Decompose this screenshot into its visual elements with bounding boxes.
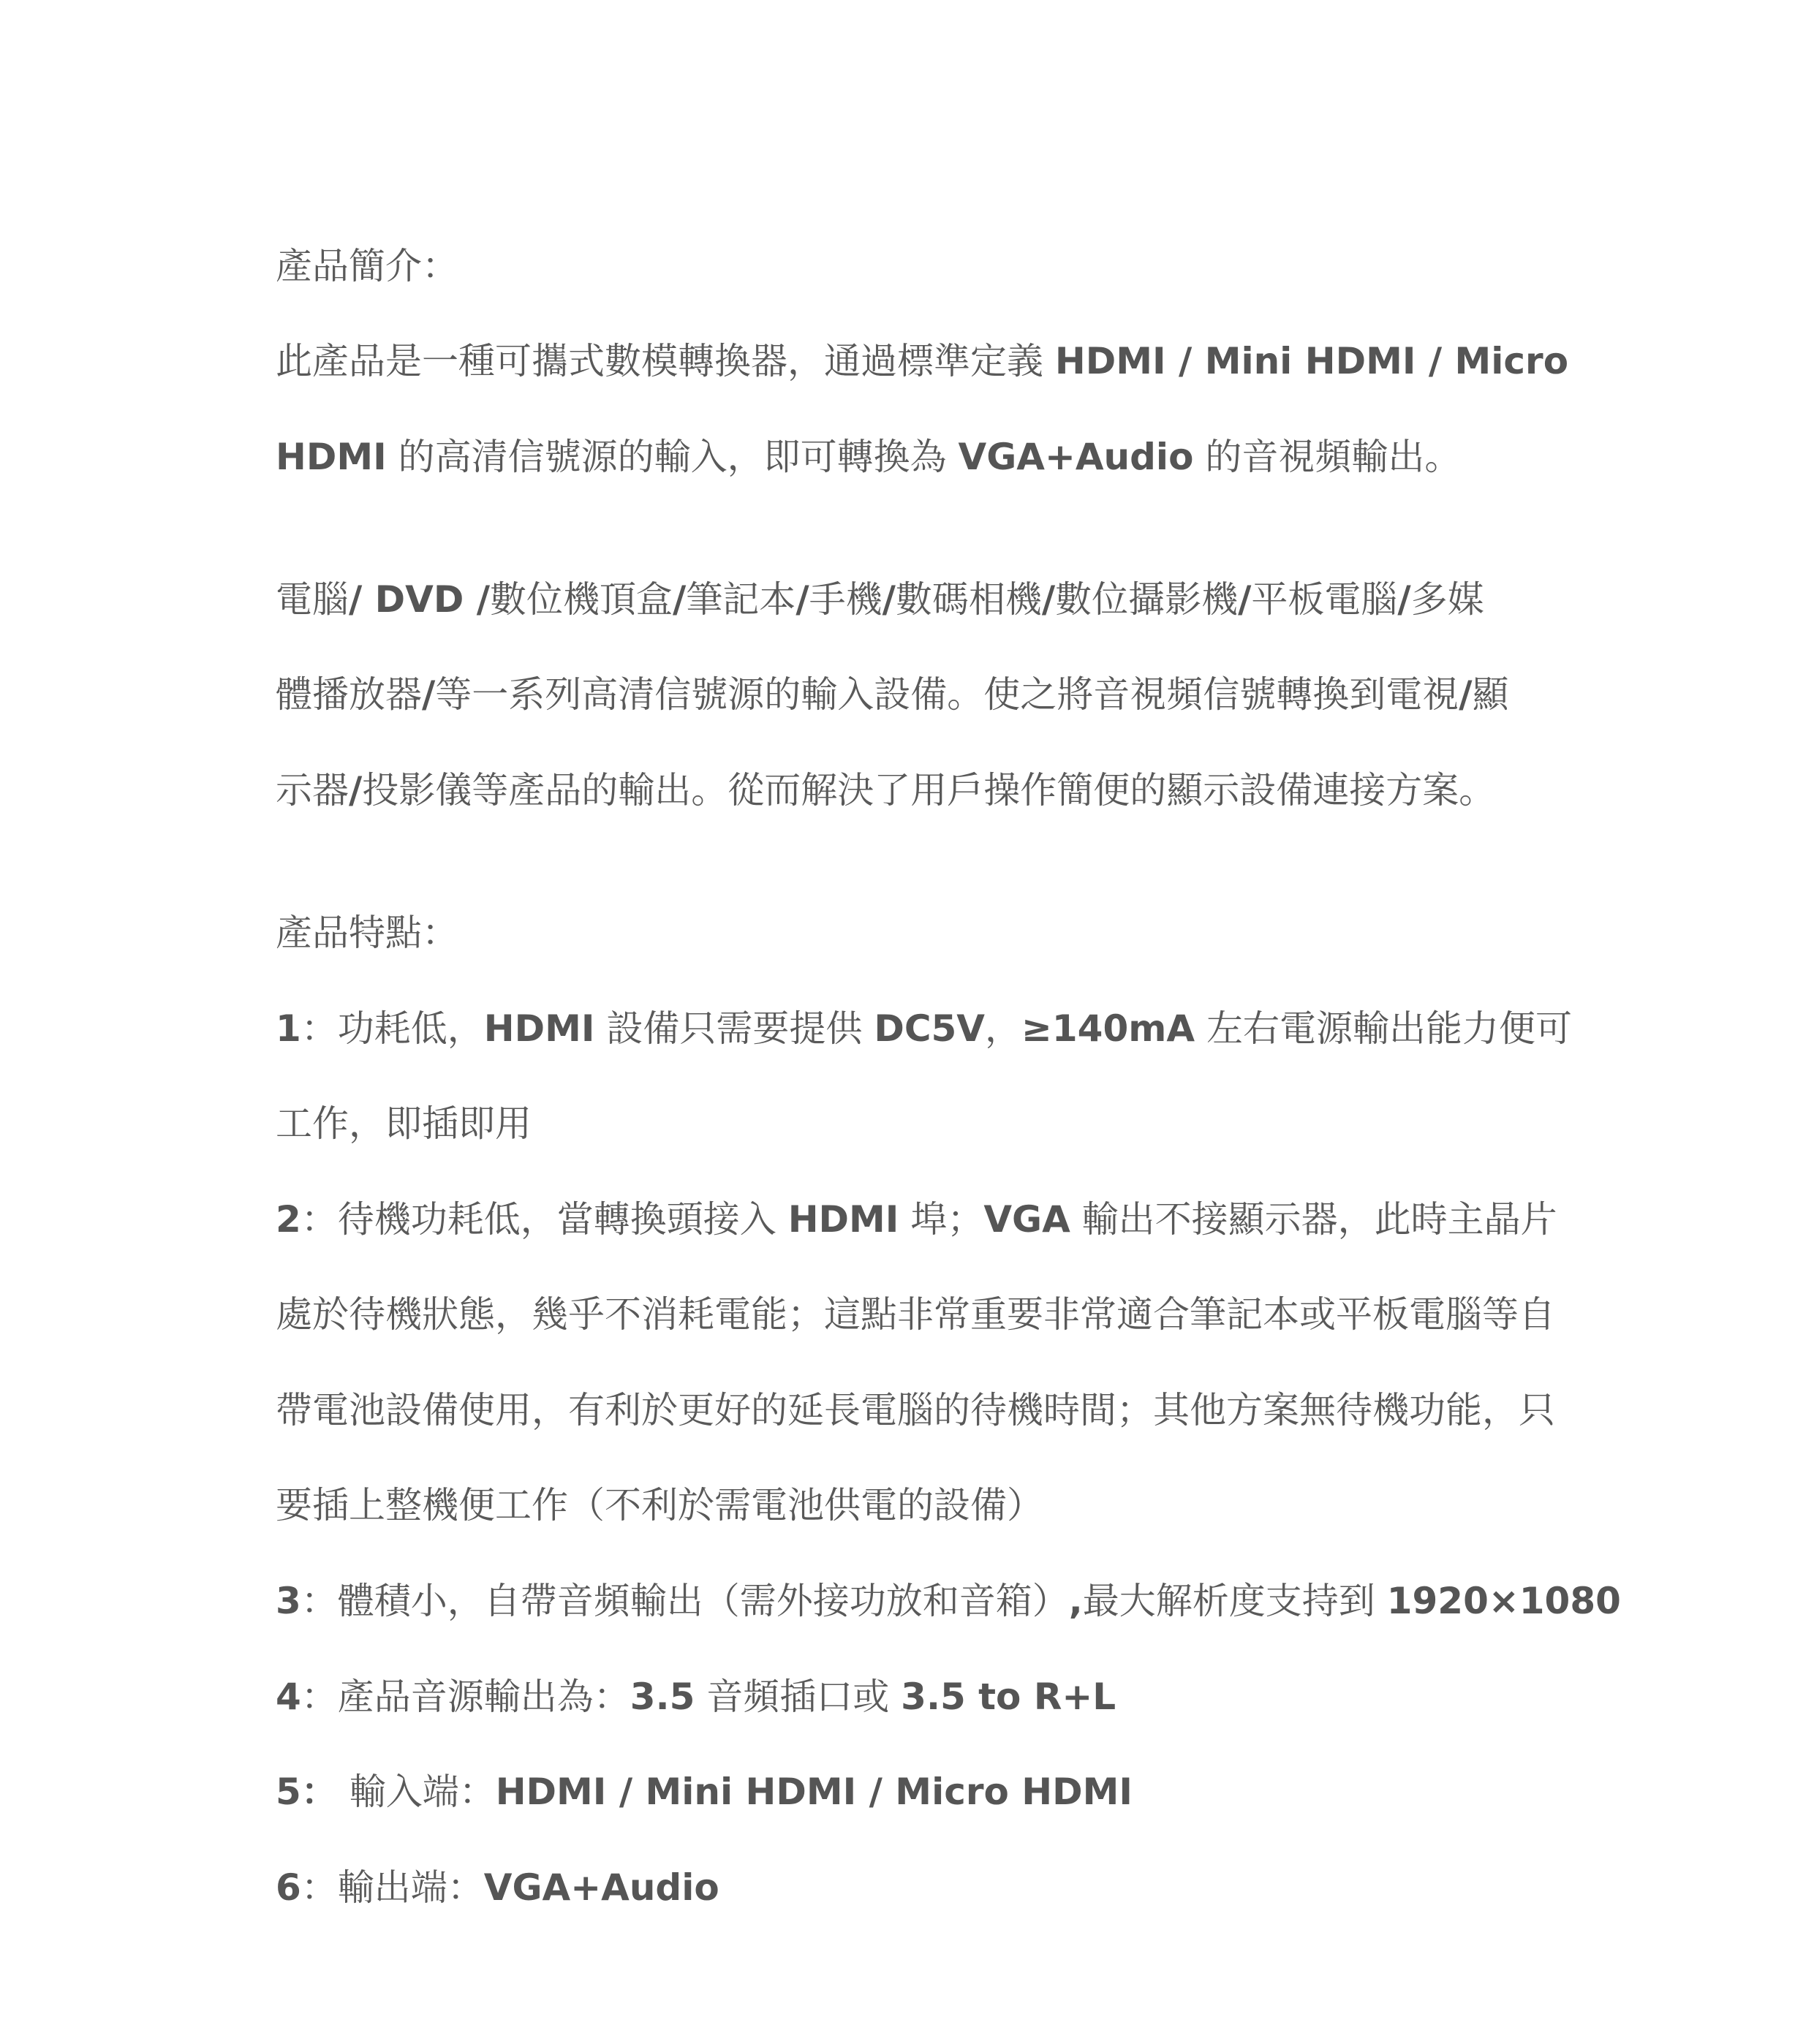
text: 數碼相機	[895, 578, 1042, 621]
text: 帶電池設備使用，有利於更好的延長電腦的待機時間；其他方案無待機功能，只	[276, 1389, 1555, 1431]
bold-text: /	[422, 673, 436, 716]
text: 手機	[809, 578, 883, 621]
text: 最大解析度支持到	[1082, 1580, 1387, 1622]
feature-4	[276, 1673, 1573, 1720]
text: ：輸出端：	[301, 1866, 484, 1909]
bold-text: / DVD /	[349, 578, 491, 621]
intro-heading-text: 產品簡介：	[276, 245, 458, 287]
bold-text: /	[1459, 673, 1473, 716]
text: 筆記本	[686, 578, 796, 621]
feature-2-line-1	[276, 1196, 1573, 1243]
text: 數位攝影機	[1055, 578, 1239, 621]
bold-text: 3.5	[630, 1676, 695, 1718]
text: 示器	[276, 769, 349, 811]
intro-p2-line-1	[276, 576, 1573, 623]
text: 左右電源輸出能力便可	[1195, 1007, 1572, 1050]
feature-number: 1	[276, 1007, 301, 1050]
feature-number: 5：	[276, 1771, 338, 1813]
text: 顯	[1472, 673, 1509, 716]
text: ，	[985, 1007, 1021, 1050]
feature-1-line-1	[276, 1005, 1573, 1052]
intro-p2-line-3	[276, 767, 1573, 814]
text: 工作，即插即用	[276, 1102, 532, 1145]
text: ：功耗低，	[301, 1007, 484, 1050]
bold-text: 3.5 to R+L	[901, 1676, 1116, 1718]
feature-number: 6	[276, 1866, 301, 1909]
bold-text: VGA	[983, 1198, 1070, 1241]
bold-text: VGA+Audio	[483, 1866, 719, 1909]
bold-text: /	[882, 578, 896, 621]
bold-text: 1920×1080	[1386, 1580, 1621, 1622]
feature-2-line-3	[276, 1387, 1573, 1434]
feature-number: 2	[276, 1198, 301, 1241]
text: 輸出不接顯示器，此時主晶片	[1070, 1198, 1557, 1241]
bold-text: /	[1238, 578, 1252, 621]
bold-text: /	[673, 578, 687, 621]
text: 要插上整機便工作（不利於需電池供電的設備）	[276, 1484, 1043, 1526]
text: 處於待機狀態，幾乎不消耗電能；這點非常重要非常適合筆記本或平板電腦等自	[276, 1293, 1555, 1336]
feature-5	[276, 1768, 1573, 1815]
feature-6	[276, 1864, 1573, 1911]
text: 數位機頂盒	[490, 578, 673, 621]
text: 的音視頻輸出。	[1193, 436, 1462, 478]
features-heading	[276, 909, 1573, 956]
bold-text: VGA+Audio	[958, 436, 1194, 478]
feature-number: 4	[276, 1676, 301, 1718]
text: ：體積小，自帶音頻輸出（需外接功放和音箱）	[301, 1580, 1069, 1622]
bold-text: /	[795, 578, 809, 621]
feature-number: 3	[276, 1580, 301, 1622]
bold-text: HDMI / Mini HDMI / Micro HDMI	[495, 1771, 1133, 1813]
text: 電腦	[276, 578, 349, 621]
bold-text: DC5V	[874, 1007, 985, 1050]
intro-p2-line-2	[276, 671, 1573, 718]
feature-2-line-4	[276, 1482, 1573, 1529]
text: ：產品音源輸出為：	[301, 1676, 630, 1718]
intro-heading	[276, 243, 1573, 289]
text: 體播放器	[276, 673, 422, 716]
text: 多媒	[1410, 578, 1484, 621]
text: 設備只需要提供	[594, 1007, 874, 1050]
text: 埠；	[899, 1198, 984, 1241]
bold-text: /	[1041, 578, 1056, 621]
text: 此產品是一種可攜式數模轉換器，通過標準定義	[276, 340, 1055, 382]
bold-text: HDMI	[483, 1007, 595, 1050]
features-heading-text: 產品特點：	[276, 912, 458, 954]
intro-p1-line-2	[276, 434, 1573, 480]
bold-text: ,	[1068, 1580, 1083, 1622]
text: 音頻插口或	[695, 1676, 902, 1718]
feature-3	[276, 1578, 1621, 1624]
bold-text: HDMI / Mini HDMI / Micro	[1054, 340, 1569, 382]
bold-text: ≥140mA	[1021, 1007, 1195, 1050]
intro-p1-line-1	[276, 338, 1573, 385]
text: 平板電腦	[1251, 578, 1398, 621]
feature-2-line-2	[276, 1291, 1573, 1338]
bold-text: /	[1397, 578, 1411, 621]
text: 投影儀等產品的輸出。從而解決了用戶操作簡便的顯示設備連接方案。	[362, 769, 1496, 811]
bold-text: /	[349, 769, 363, 811]
text: 的高清信號源的輸入，即可轉換為	[386, 436, 959, 478]
text: 等一系列高清信號源的輸入設備。使之將音視頻信號轉換到電視	[435, 673, 1459, 716]
text: ：待機功耗低，當轉換頭接入	[301, 1198, 788, 1241]
feature-1-line-2	[276, 1100, 1573, 1147]
text: 輸入端：	[337, 1771, 496, 1813]
bold-text: HDMI	[787, 1198, 899, 1241]
bold-text: HDMI	[276, 436, 387, 478]
